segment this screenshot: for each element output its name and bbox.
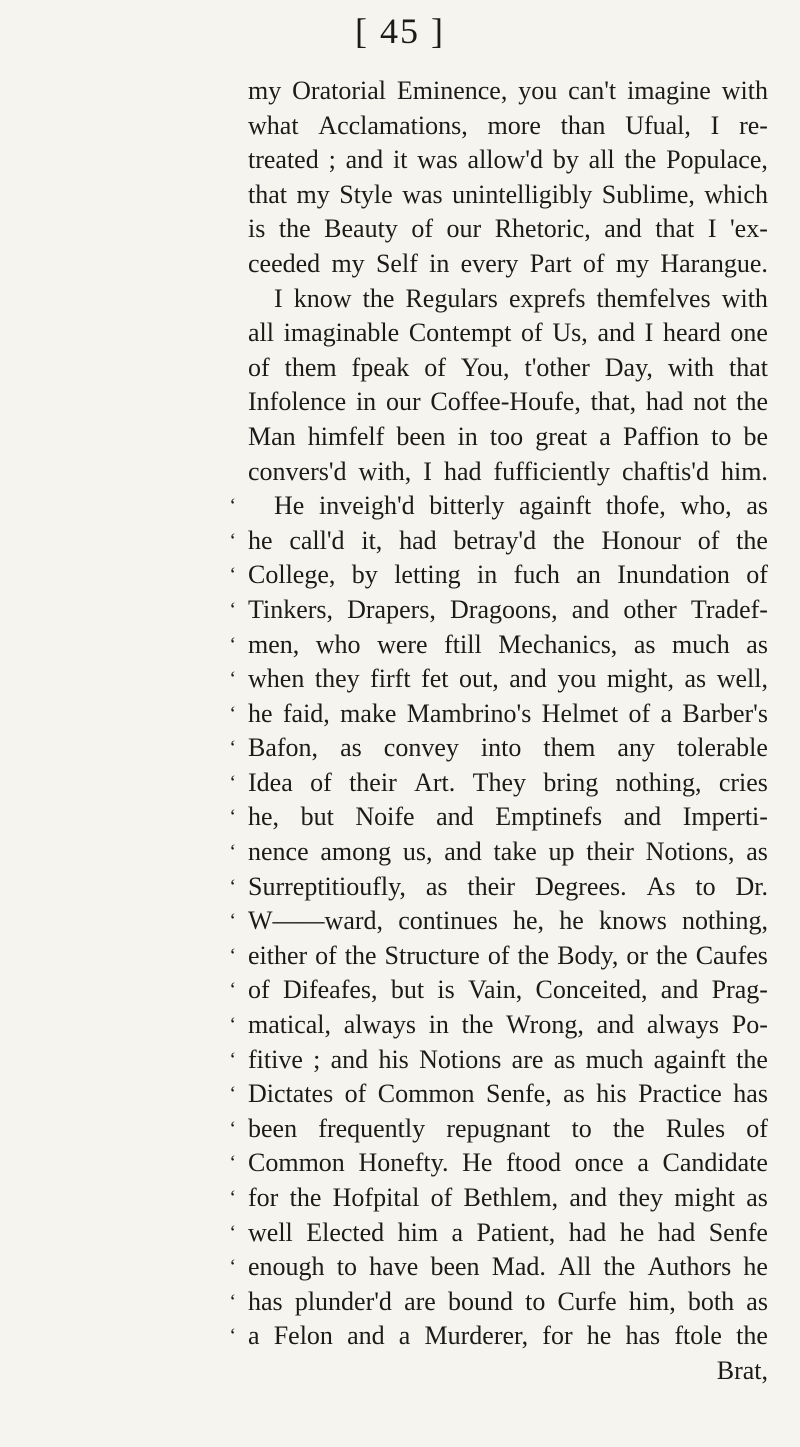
body-text xyxy=(229,74,768,1389)
quote-mark: ‘ xyxy=(229,1290,236,1313)
line-text: W——ward, continues he, he knows nothing, xyxy=(248,906,768,936)
text-line xyxy=(229,1181,768,1216)
text-line xyxy=(248,455,768,490)
line-text: he faid, make Mambrino's Helmet of a Barber's xyxy=(248,698,768,728)
text-line xyxy=(229,766,768,801)
line-text: he, but Noife and Emptinefs and Imperti- xyxy=(248,802,768,832)
text-line xyxy=(229,1043,768,1078)
quote-mark: ‘ xyxy=(229,702,236,725)
text-line xyxy=(248,74,768,109)
text-line xyxy=(229,1112,768,1147)
quote-mark: ‘ xyxy=(229,1083,236,1106)
text-line xyxy=(248,282,768,317)
quote-mark: ‘ xyxy=(229,1014,236,1037)
line-text: Bafon, as convey into them any tolerable xyxy=(248,733,768,763)
text-line xyxy=(229,939,768,974)
line-text: I know the Regulars exprefs themfelves with xyxy=(274,283,768,313)
quote-mark: ‘ xyxy=(229,737,236,760)
line-text: a Felon and a Murderer, for he has ftole the xyxy=(248,1321,768,1351)
text-line xyxy=(229,1077,768,1112)
text-line xyxy=(229,731,768,766)
quote-mark: ‘ xyxy=(229,633,236,656)
text-line xyxy=(229,628,768,663)
line-text: what Acclamations, more than Ufual, I re- xyxy=(248,110,768,140)
text-line xyxy=(248,351,768,386)
quote-mark: ‘ xyxy=(229,1152,236,1175)
quote-mark: ‘ xyxy=(229,564,236,587)
line-text: when they firft fet out, and you might, as well, xyxy=(248,664,768,694)
text-line xyxy=(248,178,768,213)
text-line xyxy=(248,385,768,420)
text-line xyxy=(229,1285,768,1320)
line-text: is the Beauty of our Rhetoric, and that I 'ex- xyxy=(248,214,768,244)
line-text: enough to have been Mad. All the Authors he xyxy=(248,1252,768,1282)
text-line xyxy=(229,558,768,593)
text-line xyxy=(229,870,768,905)
text-line xyxy=(229,697,768,732)
quote-mark: ‘ xyxy=(229,979,236,1002)
line-text: College, by letting in fuch an Inundation of xyxy=(248,560,768,590)
text-line xyxy=(229,489,768,524)
line-text: Tinkers, Drapers, Dragoons, and other Tradef- xyxy=(248,594,768,624)
quote-mark: ‘ xyxy=(229,1117,236,1140)
line-text: all imaginable Contempt of Us, and I heard one xyxy=(248,318,768,348)
text-line xyxy=(229,1319,768,1354)
line-text: of Difeafes, but is Vain, Conceited, and Prag- xyxy=(248,975,768,1005)
line-text: treated ; and it was allow'd by all the Populace, xyxy=(248,145,768,175)
quote-mark: ‘ xyxy=(229,875,236,898)
text-line xyxy=(248,316,768,351)
line-text: Infolence in our Coffee-Houfe, that, had not the xyxy=(248,387,768,417)
text-line xyxy=(229,973,768,1008)
quote-mark: ‘ xyxy=(229,1048,236,1071)
text-line xyxy=(248,1354,768,1389)
text-line xyxy=(229,1250,768,1285)
text-line xyxy=(229,662,768,697)
text-line xyxy=(248,143,768,178)
quote-mark: ‘ xyxy=(229,668,236,691)
text-line xyxy=(229,835,768,870)
line-text: ceeded my Self in every Part of my Harangue. xyxy=(248,248,768,278)
line-text: Man himfelf been in too great a Paffion to be xyxy=(248,421,768,451)
quote-mark: ‘ xyxy=(229,1325,236,1348)
text-line xyxy=(229,524,768,559)
line-text: he call'd it, had betray'd the Honour of the xyxy=(248,525,768,555)
line-text: for the Hofpital of Bethlem, and they might as xyxy=(248,1183,768,1212)
text-line xyxy=(229,1008,768,1043)
text-line xyxy=(248,420,768,455)
line-text: Dictates of Common Senfe, as his Practice has xyxy=(248,1079,768,1109)
quote-mark: ‘ xyxy=(229,1221,236,1244)
quote-mark: ‘ xyxy=(229,841,236,864)
line-text: fitive ; and his Notions are as much againft the xyxy=(248,1044,768,1074)
line-text: Idea of their Art. They bring nothing, cries xyxy=(248,767,768,797)
line-text: men, who were ftill Mechanics, as much as xyxy=(248,629,768,659)
line-text: convers'd with, I had fufficiently chaftis'd him. xyxy=(248,456,768,486)
text-line xyxy=(229,1146,768,1181)
text-line xyxy=(248,212,768,247)
line-text: He inveigh'd bitterly againft thofe, who, as xyxy=(274,491,768,521)
text-line xyxy=(248,109,768,144)
line-text: of them fpeak of You, t'other Day, with that xyxy=(248,352,768,382)
quote-mark: ‘ xyxy=(229,529,236,552)
line-text: well Elected him a Patient, had he had Senfe xyxy=(248,1217,768,1247)
quote-mark: ‘ xyxy=(229,1187,236,1209)
quote-mark: ‘ xyxy=(229,495,236,518)
line-text: has plunder'd are bound to Curfe him, both as xyxy=(248,1286,768,1316)
page-number: [ 45 ] xyxy=(355,11,445,51)
line-text: matical, always in the Wrong, and always Po- xyxy=(248,1010,768,1040)
line-text: Brat, xyxy=(716,1355,768,1385)
line-text: Surreptitioufly, as their Degrees. As to Dr. xyxy=(248,871,768,901)
quote-mark: ‘ xyxy=(229,771,236,794)
line-text: my Oratorial Eminence, you can't imagine with xyxy=(248,76,768,105)
text-line xyxy=(248,247,768,282)
quote-mark: ‘ xyxy=(229,944,236,967)
text-line xyxy=(229,593,768,628)
text-line xyxy=(229,800,768,835)
text-line xyxy=(229,1216,768,1251)
quote-mark: ‘ xyxy=(229,910,236,933)
quote-mark: ‘ xyxy=(229,598,236,621)
line-text: that my Style was unintelligibly Sublime, which xyxy=(248,179,768,209)
line-text: nence among us, and take up their Notions, as xyxy=(248,837,768,867)
line-text: Common Honefty. He ftood once a Candidate xyxy=(248,1148,768,1178)
line-text: either of the Structure of the Body, or the Caufes xyxy=(248,940,768,970)
quote-mark: ‘ xyxy=(229,1256,236,1279)
text-line xyxy=(229,904,768,939)
quote-mark: ‘ xyxy=(229,806,236,829)
line-text: been frequently repugnant to the Rules of xyxy=(248,1113,768,1143)
